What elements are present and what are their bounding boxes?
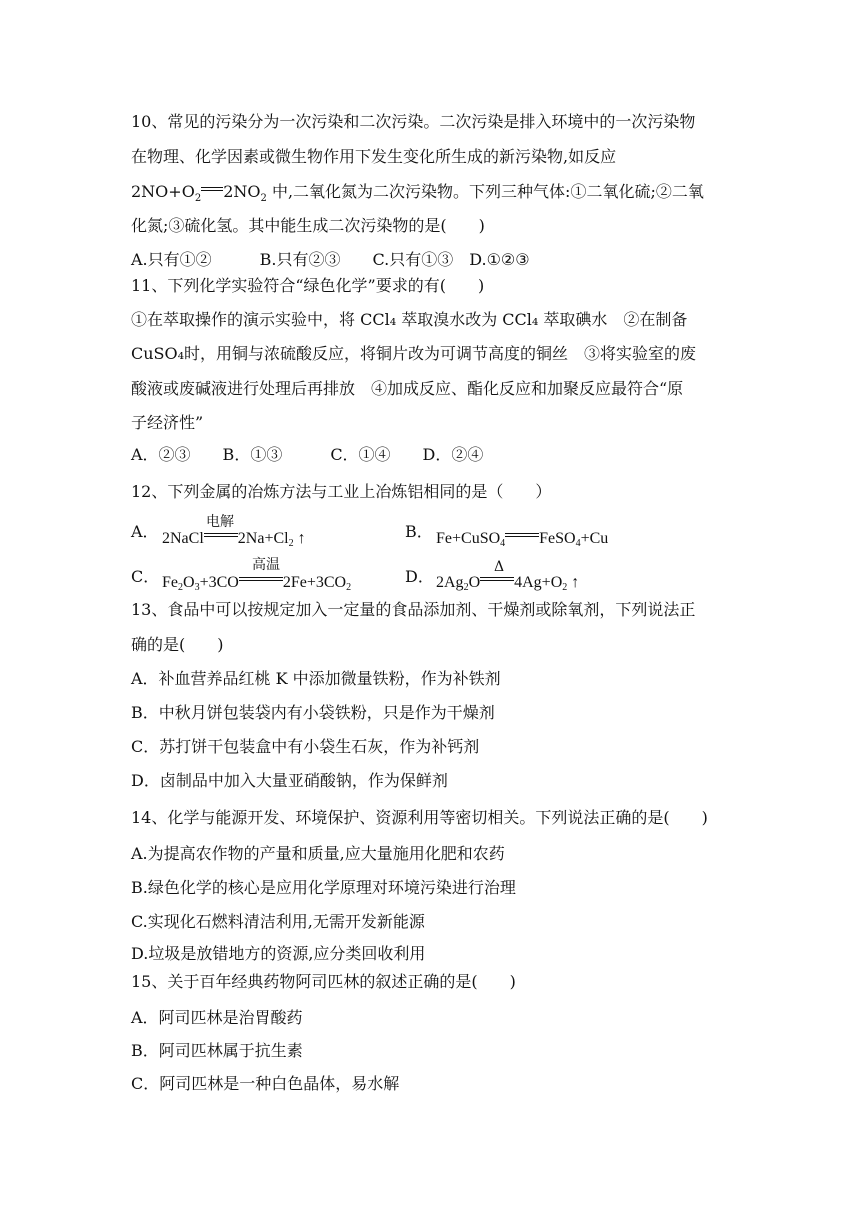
q12-option-b-label: B． bbox=[405, 522, 433, 541]
q15-stem: 15、关于百年经典药物阿司匹林的叙述正确的是( ) bbox=[131, 972, 516, 991]
q12-option-c-label: C． bbox=[131, 567, 160, 586]
q15-option-c: C．阿司匹林是一种白色晶体，易水解 bbox=[131, 1074, 400, 1093]
q11-stem: 11、下列化学实验符合“绿色化学”要求的有( ) bbox=[131, 276, 485, 295]
q12-option-a-label: A． bbox=[131, 522, 159, 541]
q11-line-4: 酸液或废碱液进行处理后再排放 ④加成反应、酯化反应和加聚反应最符合“原 bbox=[131, 379, 684, 398]
q13-option-b: B．中秋月饼包装袋内有小袋铁粉，只是作为干燥剂 bbox=[131, 703, 495, 722]
q13-line-1: 13、食品中可以按规定加入一定量的食品添加剂、干燥剂或除氧剂，下列说法正 bbox=[131, 600, 696, 619]
q13-option-c: C．苏打饼干包装盒中有小袋生石灰，作为补钙剂 bbox=[131, 737, 480, 756]
q11-line-2: ①在萃取操作的演示实验中，将 CCl₄ 萃取溴水改为 CCl₄ 萃取碘水 ②在制备 bbox=[131, 310, 688, 329]
q14-option-b: B.绿色化学的核心是应用化学原理对环境污染进行治理 bbox=[131, 878, 516, 897]
q12-option-d-equation: $2Ag_2O$ $4Ag+O_2$ ↑ bbox=[436, 574, 580, 593]
q15-option-a: A．阿司匹林是治胃酸药 bbox=[131, 1008, 303, 1027]
q14-option-a: A.为提高农作物的产量和质量,应大量施用化肥和农药 bbox=[131, 844, 505, 863]
q11-options: A．②③ B．①③ C．①④ D．②④ bbox=[131, 445, 484, 464]
q12-option-d-label: D． bbox=[405, 567, 434, 586]
q12-d-condition: Δ bbox=[494, 559, 505, 575]
q10-line-2: 在物理、化学因素或微生物作用下发生变化所生成的新污染物,如反应 bbox=[131, 147, 617, 166]
q12-option-a-equation: 2NaCl $2Na+Cl_2$ ↑ bbox=[162, 530, 306, 549]
q13-option-a: A．补血营养品红桃 K 中添加微量铁粉，作为补铁剂 bbox=[131, 669, 501, 688]
q14-option-d: D.垃圾是放错地方的资源,应分类回收利用 bbox=[131, 944, 426, 963]
q14-option-c: C.实现化石燃料清洁利用,无需开发新能源 bbox=[131, 912, 425, 931]
q12-c-condition: 高温 bbox=[252, 557, 280, 573]
q12-a-condition: 电解 bbox=[206, 514, 234, 530]
q10-eq-left: 2NO+O bbox=[131, 182, 195, 201]
q13-option-d: D．卤制品中加入大量亚硝酸钠，作为保鲜剂 bbox=[131, 771, 448, 790]
q10-line-3-rest: 中,二氧化氮为二次污染物。下列三种气体:①二氧化硫;②二氧 bbox=[271, 182, 704, 201]
q15-option-b: B．阿司匹林属于抗生素 bbox=[131, 1041, 303, 1060]
q10-line-3: $2NO+O_2$ $2NO_2$ 中,二氧化氮为二次污染物。下列三种气体:①二氧化硫;②二氧 bbox=[131, 182, 704, 205]
q14-stem: 14、化学与能源开发、环境保护、资源利用等密切相关。下列说法正确的是( ) bbox=[131, 808, 708, 827]
q10-eq-right: 2NO bbox=[223, 182, 261, 201]
q13-line-2: 确的是( ) bbox=[131, 635, 224, 654]
q11-line-5: 子经济性” bbox=[131, 413, 204, 432]
equals-sign bbox=[201, 186, 223, 194]
q11-line-3: CuSO₄时，用铜与浓硫酸反应，将铜片改为可调节高度的铜丝 ③将实验室的废 bbox=[131, 344, 697, 363]
q10-line-4: 化氮;③硫化氢。其中能生成二次污染物的是( ) bbox=[131, 216, 485, 235]
q10-options: A.只有①② B.只有②③ C.只有①③ D.①②③ bbox=[131, 250, 530, 269]
q10-line-1: 10、常见的污染分为一次污染和二次污染。二次污染是排入环境中的一次污染物 bbox=[131, 112, 696, 131]
q12-stem: 12、下列金属的冶炼方法与工业上冶炼铝相同的是（ ） bbox=[131, 482, 552, 501]
q12-option-c-equation: $Fe_2O_3+3CO$ $2Fe+3CO_2$ bbox=[162, 574, 352, 593]
q12-option-b-equation: Fe+CuSO$_4$ FeSO$_4$+Cu bbox=[436, 530, 609, 549]
